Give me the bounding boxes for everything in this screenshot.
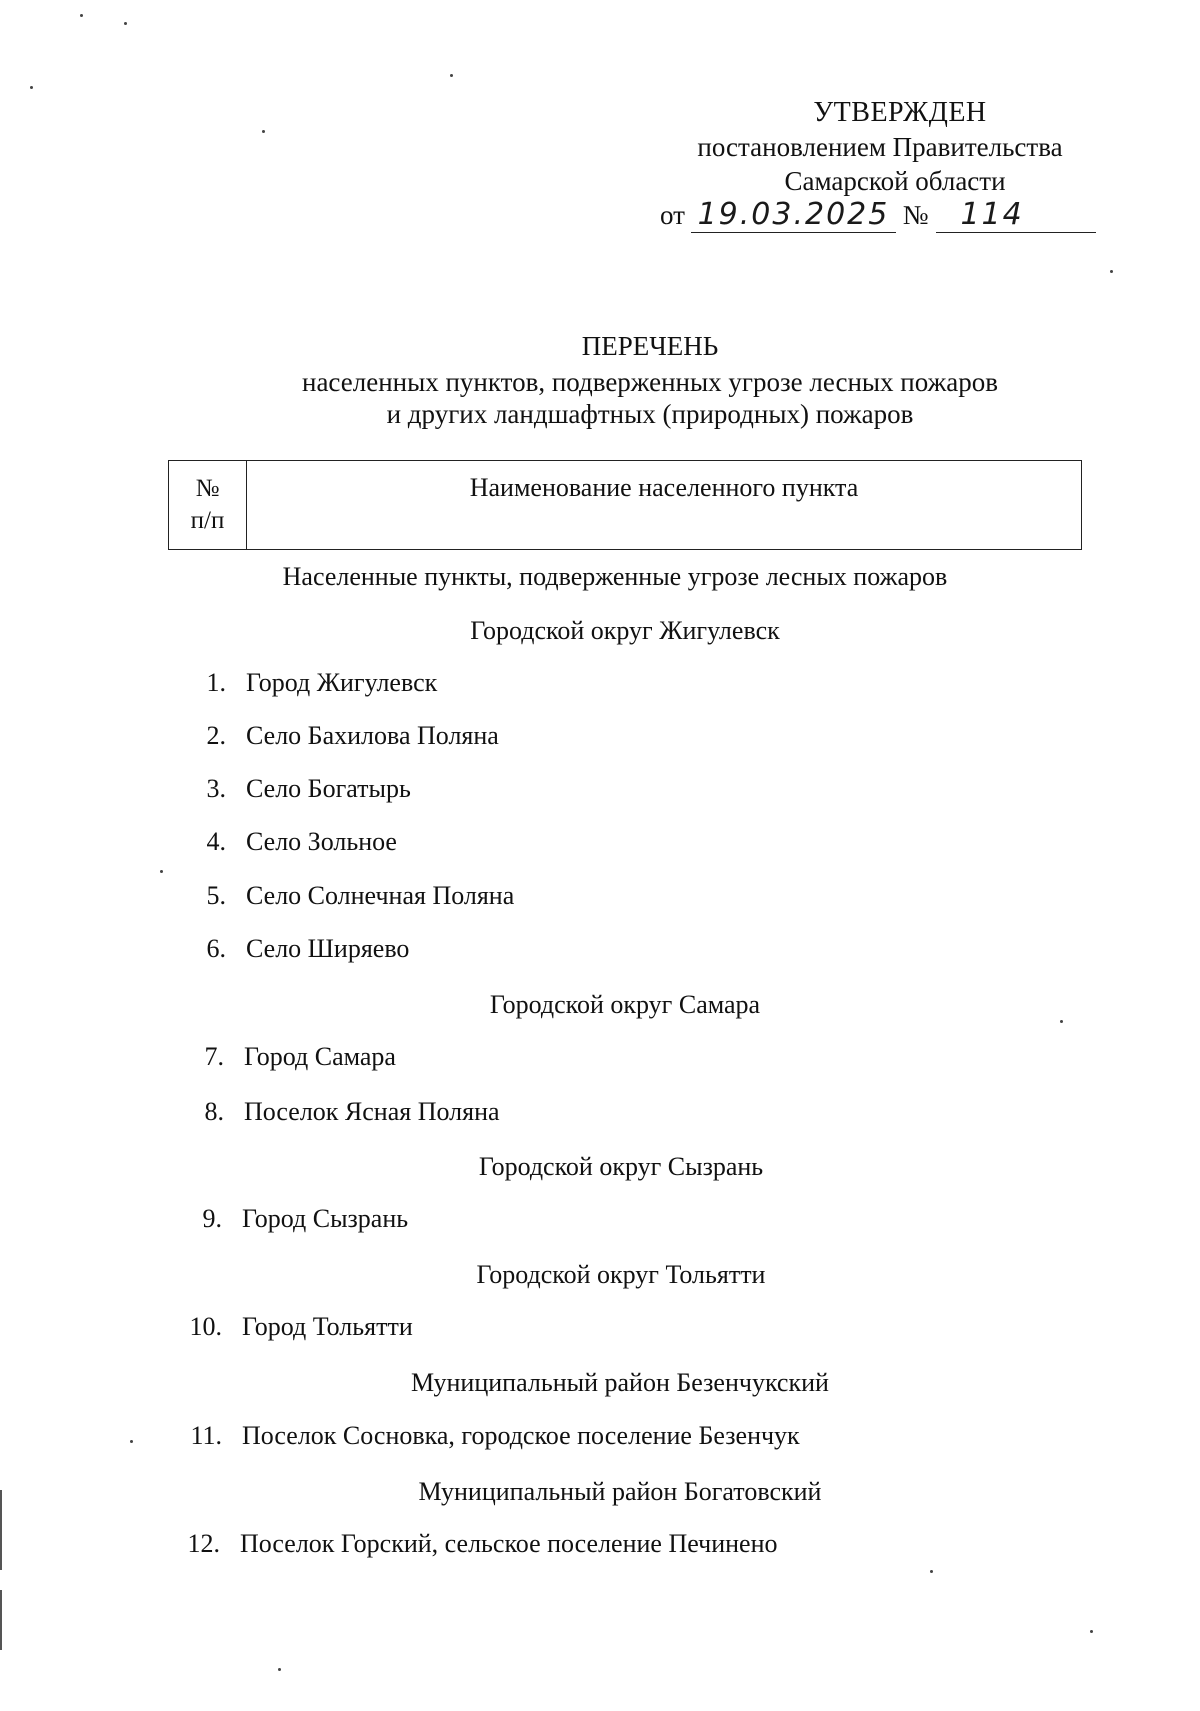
approval-date-row (660, 197, 1096, 233)
scan-speck (130, 1440, 133, 1443)
list-item (162, 1042, 396, 1072)
list-item-name: Город Тольятти (242, 1312, 413, 1341)
list-item-number: 8. (204, 1097, 224, 1126)
scan-speck (1110, 270, 1113, 273)
list-item-number: 2. (206, 721, 226, 750)
list-item-number: 1. (206, 668, 226, 697)
scan-speck (80, 14, 83, 17)
scan-speck (124, 22, 127, 25)
list-item (160, 1204, 408, 1234)
list-item-name: Село Бахилова Поляна (246, 721, 499, 750)
section-heading: Муниципальный район Безенчукский (411, 1368, 829, 1397)
list-item (164, 774, 411, 804)
list-item (164, 827, 397, 857)
date-prefix: от (660, 200, 685, 230)
list-item-number: 10. (189, 1312, 222, 1341)
list-item (160, 1421, 800, 1451)
scan-speck (1060, 1020, 1063, 1023)
approval-line-2: Самарской области (784, 166, 1006, 196)
header-name-column: Наименование населенного пункта (469, 473, 859, 502)
number-field (936, 197, 1096, 233)
approval-line-1: постановлением Правительства (697, 132, 1063, 162)
list-header-table (168, 460, 1082, 550)
section-heading: Городской округ Самара (489, 990, 761, 1019)
list-item-name: Город Самара (244, 1042, 396, 1071)
section-heading: Городской округ Сызрань (478, 1152, 764, 1181)
list-item-number: 7. (204, 1042, 224, 1071)
list-item-name: Город Сызрань (242, 1204, 409, 1233)
section-heading: Муниципальный район Богатовский (418, 1477, 822, 1506)
list-item-name: Село Солнечная Поляна (246, 881, 515, 910)
list-item-name: Поселок Ясная Поляна (244, 1097, 500, 1126)
approval-block (650, 96, 1110, 198)
scan-speck (1090, 1630, 1093, 1633)
list-item (164, 934, 409, 964)
list-item-number: 12. (187, 1529, 220, 1558)
list-item-name: Поселок Сосновка, городское поселение Безенчук (242, 1421, 800, 1450)
approval-heading: УТВЕРЖДЕН (813, 97, 987, 128)
list-item-number: 4. (206, 827, 226, 856)
header-number-sublabel: п/п (190, 507, 225, 534)
list-item (160, 1312, 413, 1342)
scan-edge-mark (0, 1590, 2, 1650)
header-number-label: № (195, 475, 220, 502)
header-number-column (169, 461, 247, 549)
section-heading: Городской округ Жигулевск (470, 616, 780, 645)
list-item-name: Село Богатырь (246, 774, 411, 803)
list-item-number: 11. (190, 1421, 222, 1450)
list-item-name: Село Зольное (246, 827, 397, 856)
list-item-number: 9. (202, 1204, 222, 1233)
document-title: ПЕРЕЧЕНЬ (581, 331, 719, 361)
handwritten-date: 19.03.2025 (697, 197, 890, 232)
scan-speck (262, 130, 265, 133)
list-item (164, 668, 437, 698)
scan-speck (930, 1570, 933, 1573)
scan-speck (450, 74, 453, 77)
list-item-name: Город Жигулевск (246, 668, 438, 697)
scan-speck (30, 86, 33, 89)
list-item-name: Поселок Горский, сельское поселение Печинено (240, 1529, 778, 1558)
list-item-number: 3. (206, 774, 226, 803)
number-prefix: № (902, 200, 929, 230)
list-item (164, 881, 514, 911)
list-item-number: 5. (206, 881, 226, 910)
section-heading: Городской округ Тольятти (476, 1260, 766, 1289)
document-subtitle-line-1: населенных пунктов, подверженных угрозе лесных пожаров (302, 367, 998, 397)
scan-speck (160, 870, 163, 873)
date-field (691, 197, 896, 233)
scan-speck (278, 1668, 281, 1671)
list-item-name: Село Ширяево (246, 934, 410, 963)
list-item (164, 721, 499, 751)
list-item (162, 1097, 500, 1127)
list-item (158, 1529, 777, 1559)
document-subtitle-line-2: и других ландшафтных (природных) пожаров (386, 399, 914, 429)
list-item-number: 6. (206, 934, 226, 963)
category-heading: Населенные пункты, подверженные угрозе лесных пожаров (282, 562, 948, 591)
handwritten-number: 114 (960, 197, 1024, 232)
